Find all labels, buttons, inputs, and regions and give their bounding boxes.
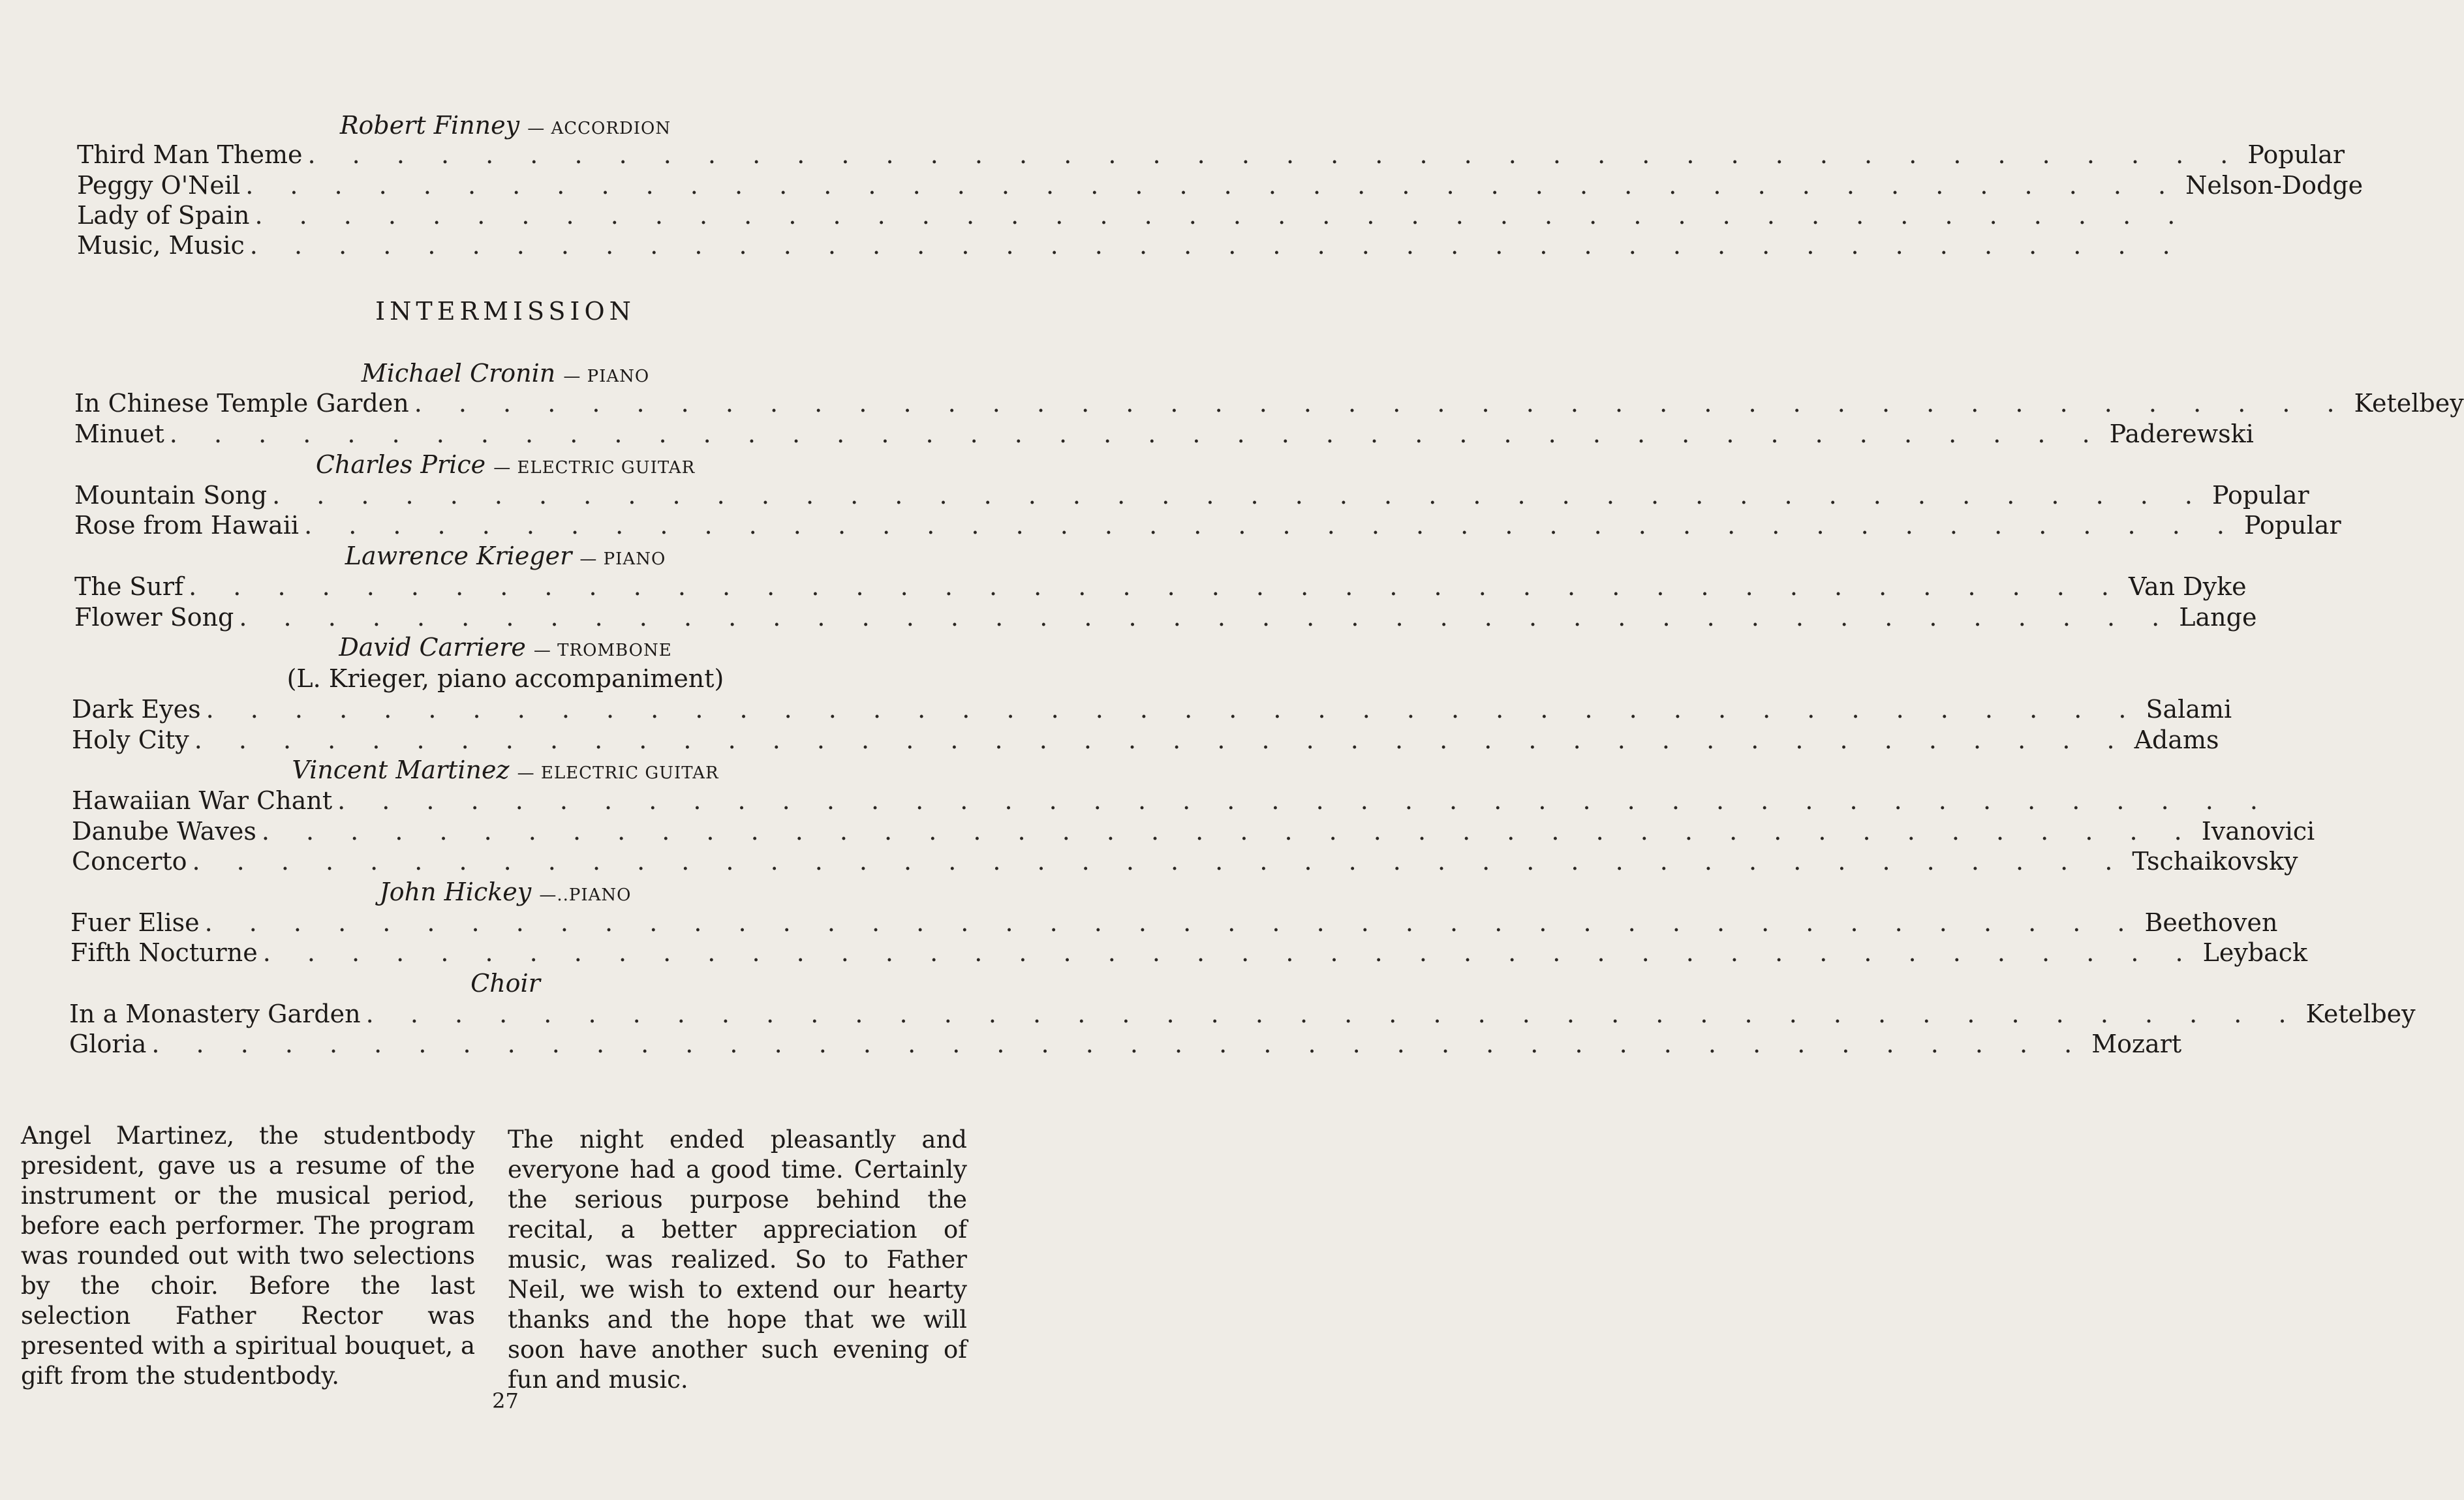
dot-leader: . . . . . . . . . . . . . . . . . . . . . . . . . . . . . . . . . . . . . . . . . . . .	[272, 481, 2207, 510]
piece-composer: Lange	[2179, 603, 2257, 632]
piece-title: In Chinese Temple Garden	[74, 389, 409, 418]
piece-composer: Ketelbey	[2305, 1000, 2416, 1028]
performer-name: Lawrence Krieger	[345, 542, 572, 570]
piece-composer: Nelson-Dodge	[2185, 171, 2364, 200]
piece-title: The Surf	[74, 572, 184, 601]
performer-instrument: — ACCORDION	[527, 119, 671, 138]
program-item	[70, 908, 2278, 937]
performer-instrument: —..PIANO	[539, 885, 632, 905]
piece-composer: Salami	[2146, 695, 2232, 724]
program-item	[69, 1030, 2182, 1058]
program-item	[74, 389, 2464, 418]
program-item	[74, 572, 2247, 601]
dot-leader: . . . . . . . . . . . . . . . . . . . . . . . . . . . . . . . . . . . . . . . . . . . .	[206, 695, 2141, 724]
program-item	[72, 695, 2232, 724]
piece-composer: Popular	[2211, 481, 2309, 510]
piece-title: Gloria	[69, 1030, 147, 1058]
program-item	[77, 201, 2190, 230]
piece-title: Music, Music	[77, 231, 245, 260]
dot-leader: . . . . . . . . . . . . . . . . . . . . . . . . . . . . . . . . . . . . . . . . . . . .	[204, 908, 2140, 937]
accompaniment-note: (L. Krieger, piano accompaniment)	[286, 664, 724, 693]
performer-heading	[0, 542, 1011, 570]
piece-title: Third Man Theme	[77, 140, 303, 169]
program-item	[70, 938, 2308, 967]
piece-composer: Ketelbey	[2354, 389, 2464, 418]
piece-title: Dark Eyes	[72, 695, 201, 724]
program-item	[74, 603, 2257, 632]
performer-heading	[0, 111, 1011, 140]
performer-name: John Hickey	[379, 878, 532, 906]
performer-heading	[0, 756, 1011, 784]
piece-title: Rose from Hawaii	[74, 511, 300, 540]
piece-composer: Van Dyke	[2129, 572, 2247, 601]
dot-leader: . . . . . . . . . . . . . . . . . . . . . . . . . . . . . . . . . . . . . . . . . . . .	[365, 1000, 2301, 1028]
piece-title: Flower Song	[74, 603, 234, 632]
performer-instrument: — PIANO	[563, 367, 650, 386]
piece-composer: Adams	[2134, 726, 2219, 754]
left-column-paragraph: Angel Martinez, the studentbody president, gave us a resume of the instrument or the musical period, before each performer. The program was rounded out with two selections by the choir. Before the last selection Father Rector was presented with a spiritual bouquet, a gift from the studentbody.	[21, 1122, 476, 1390]
piece-title: In a Monastery Garden	[69, 1000, 361, 1028]
dot-leader: . . . . . . . . . . . . . . . . . . . . . . . . . . . . . . . . . . . . . . . . . . . .	[189, 572, 2124, 601]
piece-title: Peggy O'Neil	[77, 171, 241, 200]
dot-leader: . . . . . . . . . . . . . . . . . . . . . . . . . . . . . . . . . . . . . . . . . . . .	[249, 231, 2185, 260]
intermission-label: INTERMISSION	[375, 297, 636, 326]
program-item	[69, 1000, 2416, 1028]
piece-title: Minuet	[74, 420, 164, 448]
dot-leader: . . . . . . . . . . . . . . . . . . . . . . . . . . . . . . . . . . . . . . . . . . . .	[262, 938, 2198, 967]
program-item	[72, 817, 2315, 846]
piece-composer: Beethoven	[2144, 908, 2278, 937]
program-item	[74, 511, 2341, 540]
program-item	[77, 140, 2345, 169]
performer-heading	[0, 359, 1011, 388]
page-number: 27	[492, 1388, 519, 1413]
performer-heading	[0, 633, 1011, 662]
dot-leader: . . . . . . . . . . . . . . . . . . . . . . . . . . . . . . . . . . . . . . . . . . . .	[239, 603, 2174, 632]
performer-name: Michael Cronin	[361, 359, 556, 388]
dot-leader: . . . . . . . . . . . . . . . . . . . . . . . . . . . . . . . . . . . . . . . . . . . .	[192, 847, 2127, 876]
performer-heading	[0, 450, 1011, 479]
dot-leader: . . . . . . . . . . . . . . . . . . . . . . . . . . . . . . . . . . . . . . . . . . . .	[169, 420, 2104, 448]
dot-leader: . . . . . . . . . . . . . . . . . . . . . . . . . . . . . . . . . . . . . . . . . . . .	[245, 171, 2181, 200]
piece-title: Lady of Spain	[77, 201, 250, 230]
program-item	[74, 420, 2254, 448]
piece-title: Concerto	[72, 847, 187, 876]
dot-leader: . . . . . . . . . . . . . . . . . . . . . . . . . . . . . . . . . . . . . . . . . . . .	[261, 817, 2196, 846]
piece-composer: Ivanovici	[2201, 817, 2315, 846]
piece-composer: Popular	[2247, 140, 2345, 169]
dot-leader: . . . . . . . . . . . . . . . . . . . . . . . . . . . . . . . . . . . . . . . . . . . .	[414, 389, 2349, 418]
performer-name: David Carriere	[339, 633, 526, 662]
program-item	[77, 231, 2185, 260]
performer-name: Charles Price	[315, 450, 486, 479]
piece-title: Danube Waves	[72, 817, 256, 846]
performer-instrument: — PIANO	[579, 549, 666, 569]
dot-leader: . . . . . . . . . . . . . . . . . . . . . . . . . . . . . . . . . . . . . . . . . . . .	[194, 726, 2129, 754]
program-item	[72, 847, 2298, 876]
program-item	[72, 726, 2219, 754]
program-item	[77, 171, 2364, 200]
piece-title: Holy City	[72, 726, 189, 754]
piece-composer: Popular	[2243, 511, 2341, 540]
dot-leader: . . . . . . . . . . . . . . . . . . . . . . . . . . . . . . . . . . . . . . . . . . . .	[307, 140, 2243, 169]
program-item	[72, 786, 2272, 815]
piece-title: Fuer Elise	[70, 908, 200, 937]
dot-leader: . . . . . . . . . . . . . . . . . . . . . . . . . . . . . . . . . . . . . . . . . . . .	[254, 201, 2190, 230]
performer-instrument: — TROMBONE	[533, 641, 672, 660]
performer-instrument: — ELECTRIC GUITAR	[493, 458, 696, 478]
right-column-paragraph: The night ended pleasantly and everyone had a good time. Certainly the serious purpose behind the recital, a better appreciation of music, was realized. So to Father Neil, we wish to extend our hearty thanks and the hope that we will soon have another such evening of fun and music.	[508, 1125, 967, 1394]
choir-heading: Choir	[470, 969, 540, 998]
performer-name: Vincent Martinez	[292, 756, 510, 784]
piece-title: Fifth Nocturne	[70, 938, 258, 967]
piece-composer: Paderewski	[2109, 420, 2254, 448]
piece-composer: Mozart	[2091, 1030, 2182, 1058]
piece-title: Hawaiian War Chant	[72, 786, 333, 815]
piece-composer: Tschaikovsky	[2132, 847, 2298, 876]
program-item	[74, 481, 2309, 510]
performer-heading	[0, 878, 1011, 906]
dot-leader: . . . . . . . . . . . . . . . . . . . . . . . . . . . . . . . . . . . . . . . . . . . .	[304, 511, 2239, 540]
piece-title: Mountain Song	[74, 481, 268, 510]
dot-leader: . . . . . . . . . . . . . . . . . . . . . . . . . . . . . . . . . . . . . . . . . . . .	[337, 786, 2272, 815]
piece-composer: Leyback	[2202, 938, 2308, 967]
performer-name: Robert Finney	[339, 111, 520, 140]
dot-leader: . . . . . . . . . . . . . . . . . . . . . . . . . . . . . . . . . . . . . . . . . . . .	[151, 1030, 2087, 1058]
performer-instrument: — ELECTRIC GUITAR	[517, 763, 719, 783]
